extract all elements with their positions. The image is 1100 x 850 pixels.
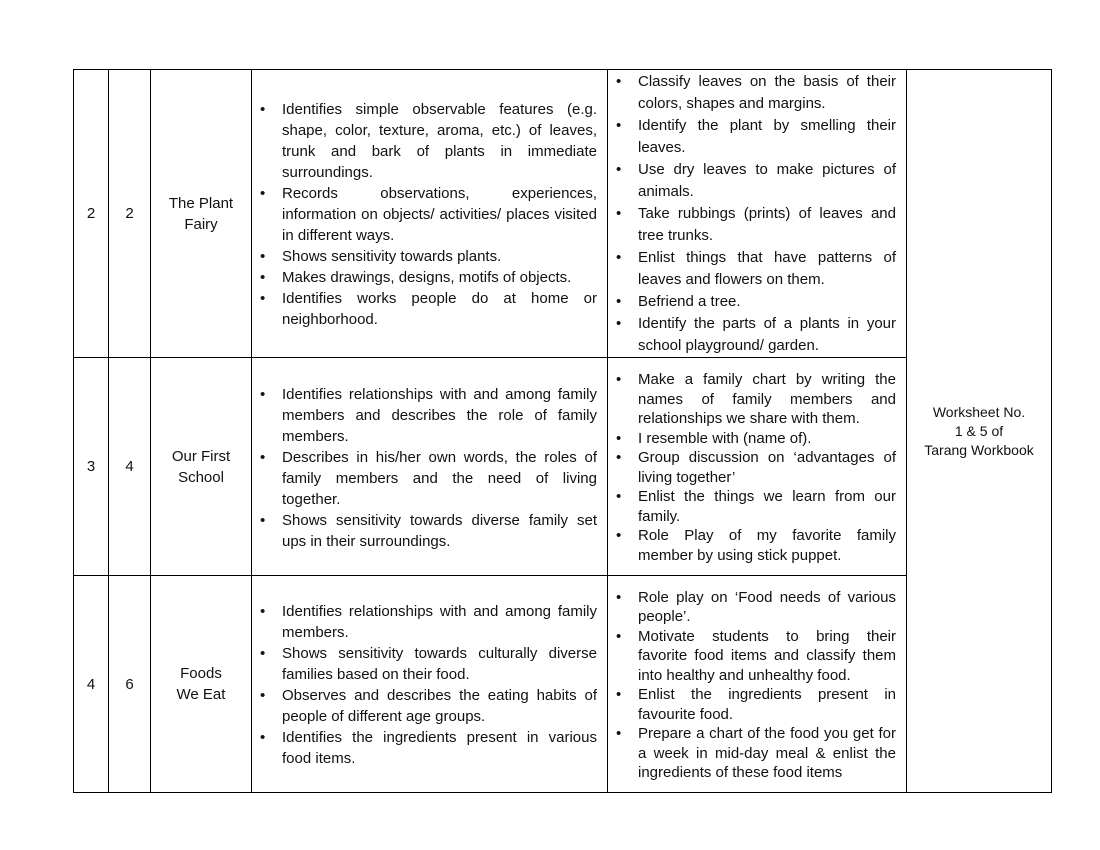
activities-cell bbox=[608, 358, 907, 576]
outcome-item: • Describes in his/her own words, the roles of family members and the need of living together. bbox=[282, 447, 597, 510]
outcome-item: • Records observations, experiences, information on objects/ activities/ places visited in different ways. bbox=[282, 183, 597, 246]
activity-item: • Enlist things that have patterns of leaves and flowers on them. bbox=[638, 247, 896, 291]
activities-cell bbox=[608, 70, 907, 358]
table-row bbox=[74, 358, 1052, 576]
week-cell: 2 bbox=[109, 70, 151, 358]
week-cell: 6 bbox=[109, 576, 151, 793]
topic-cell bbox=[151, 358, 252, 576]
sr-no-cell: 3 bbox=[74, 358, 109, 576]
activity-item: • Motivate students to bring their favorite food items and classify them into healthy and unhealthy food. bbox=[638, 627, 896, 686]
activities-list bbox=[608, 368, 906, 565]
activity-item: • Classify leaves on the basis of their colors, shapes and margins. bbox=[638, 71, 896, 115]
resource-cell bbox=[907, 70, 1052, 793]
activity-item: • Use dry leaves to make pictures of animals. bbox=[638, 159, 896, 203]
outcome-item: • Makes drawings, designs, motifs of objects. bbox=[282, 267, 597, 288]
learning-outcomes-list bbox=[252, 599, 607, 769]
learning-outcomes-cell bbox=[252, 576, 608, 793]
activity-item: • Group discussion on ‘advantages of living together’ bbox=[638, 448, 896, 487]
worksheet-reference: Worksheet No. 1 & 5 of Tarang Workbook bbox=[924, 403, 1034, 458]
curriculum-table bbox=[73, 69, 1052, 793]
sr-no-cell: 4 bbox=[74, 576, 109, 793]
activity-item: • Take rubbings (prints) of leaves and tree trunks. bbox=[638, 203, 896, 247]
activity-item: • Make a family chart by writing the names of family members and relationships we share with them. bbox=[638, 370, 896, 429]
activity-item: • Enlist the things we learn from our family. bbox=[638, 487, 896, 526]
learning-outcomes-cell bbox=[252, 70, 608, 358]
outcome-item: • Observes and describes the eating habits of people of different age groups. bbox=[282, 685, 597, 727]
topic-cell bbox=[151, 576, 252, 793]
activity-item: • Enlist the ingredients present in favourite food. bbox=[638, 685, 896, 724]
week-cell: 4 bbox=[109, 358, 151, 576]
activity-item: • Role Play of my favorite family member by using stick puppet. bbox=[638, 526, 896, 565]
activity-item: • I resemble with (name of). bbox=[638, 429, 896, 449]
activity-item: • Role play on ‘Food needs of various people’. bbox=[638, 588, 896, 627]
learning-outcomes-list bbox=[252, 382, 607, 552]
sr-no-cell: 2 bbox=[74, 70, 109, 358]
activity-item: • Prepare a chart of the food you get for a week in mid-day meal & enlist the ingredients of these food items bbox=[638, 724, 896, 783]
topic-title: Foods We Eat bbox=[176, 665, 226, 703]
learning-outcomes-list bbox=[252, 98, 607, 330]
activities-list bbox=[608, 586, 906, 783]
table-row bbox=[74, 70, 1052, 358]
outcome-item: • Shows sensitivity towards diverse family set ups in their surroundings. bbox=[282, 510, 597, 552]
outcome-item: • Identifies works people do at home or neighborhood. bbox=[282, 288, 597, 330]
activities-list bbox=[608, 70, 906, 357]
activity-item: • Identify the parts of a plants in your school playground/ garden. bbox=[638, 313, 896, 357]
activities-cell bbox=[608, 576, 907, 793]
learning-outcomes-cell bbox=[252, 358, 608, 576]
topic-title: Our First School bbox=[171, 447, 231, 486]
activity-item: • Identify the plant by smelling their leaves. bbox=[638, 115, 896, 159]
activity-item: • Befriend a tree. bbox=[638, 291, 896, 313]
outcome-item: • Identifies simple observable features (e.g. shape, color, texture, aroma, etc.) of leaves, trunk and bark of plants in immediate surroundings. bbox=[282, 99, 597, 183]
outcome-item: • Identifies the ingredients present in various food items. bbox=[282, 727, 597, 769]
outcome-item: • Shows sensitivity towards plants. bbox=[282, 246, 597, 267]
table-row bbox=[74, 576, 1052, 793]
topic-title: The Plant Fairy bbox=[168, 194, 234, 233]
topic-cell bbox=[151, 70, 252, 358]
outcome-item: • Identifies relationships with and among family members and describes the role of family members. bbox=[282, 384, 597, 447]
outcome-item: • Identifies relationships with and among family members. bbox=[282, 601, 597, 643]
outcome-item: • Shows sensitivity towards culturally diverse families based on their food. bbox=[282, 643, 597, 685]
